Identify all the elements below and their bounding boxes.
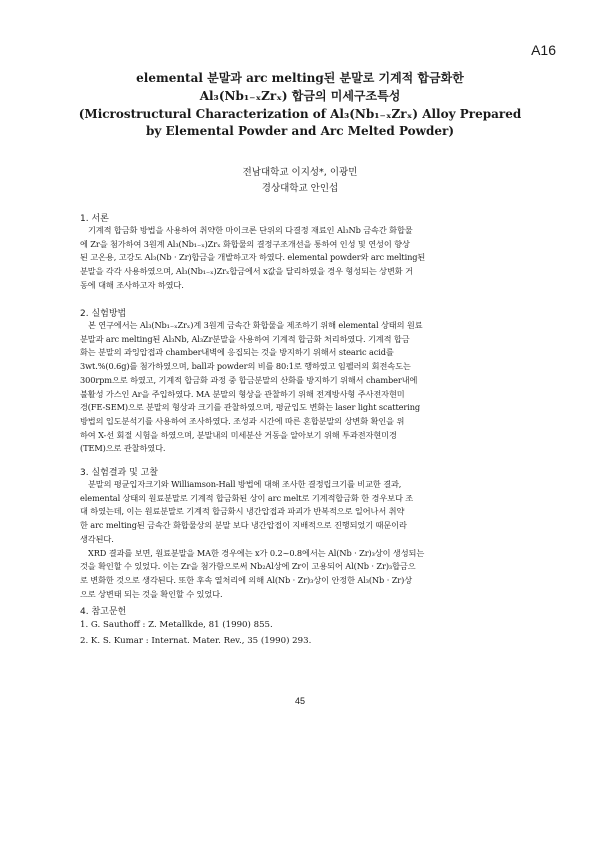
text-line: elemental 상태의 원료분말로 기계적 합금화된 상이 arc melt로 기계적합금화 한 경우보다 조 [80, 492, 414, 503]
section-body-methods [80, 319, 522, 456]
section-heading-references: 4. 참고문헌 [80, 607, 127, 617]
text-line: 분말의 평균입자크기와 Williamson-Hall 방법에 대해 조사한 결정립크기를 비교한 결과, [88, 479, 402, 489]
title-korean-line2: Al₃(Nb₁₋ₓZrₓ) 합금의 미세구조특성 [199, 89, 401, 103]
text-line: 로 변화한 것으로 생각된다. 또한 후속 열처리에 의해 Al(Nb · Zr)₃상이 안정한 Al₃(Nb · Zr)상 [80, 574, 413, 585]
text-line: 기계적 합금화 방법을 사용하여 취약한 마이크론 단위의 다결정 재료인 Al₃Nb 금속간 화합물 [88, 225, 413, 235]
text-line: 생각된다. [80, 533, 114, 544]
text-line: 방법의 입도분석기를 사용하여 조사하였다. 조성과 시간에 따른 혼합분말의 상변화 확인을 위 [80, 415, 405, 426]
text-line: 동에 대해 조사하고자 하였다. [80, 279, 184, 290]
text-line: 것을 확인할 수 있었다. 이는 Zr을 첨가함으로써 Nb₂Al상에 Zr이 고용되어 Al(Nb · Zr)₃합금으 [80, 561, 416, 572]
text-line: 에 Zr을 첨가하여 3원계 Al₃(Nb₁₋ₓ)Zrₓ 화합물의 결정구조개선을 통하여 인성 및 연성이 향상 [80, 238, 410, 249]
author-line1: 전남대학교 이지성*, 이광민 [242, 167, 358, 178]
section-body-intro [80, 224, 522, 293]
title-english-line1: (Microstructural Characterization of Al₃(Nb₁₋ₓZrₓ) Alloy Prepared [78, 107, 522, 121]
text-line: 한 arc melting된 금속간 화합물상의 분말 보다 냉간압접이 지배적으로 진행되었기 때문이라 [80, 520, 407, 531]
text-line: 으로 상변태 되는 것을 확인할 수 있었다. [80, 588, 223, 599]
text-line: 300rpm으로 하였고, 기계적 합금화 과정 중 합금분말의 산화를 방지하기 위해서 chamber내에 [80, 374, 418, 385]
paper-code: A16 [531, 42, 556, 58]
title-korean-line1: elemental 분말과 arc melting된 분말로 기계적 합금화한 [136, 71, 464, 85]
text-line: 본 연구에서는 Al₃(Nb₁₋ₓZrₓ)계 3원계 금속간 화합물을 제조하기 위해 elemental 상태의 원료 [88, 320, 423, 330]
text-line: (TEM)으로 관찰하였다. [80, 443, 166, 454]
text-line: 3wt.%(0.6g)를 첨가하였으며, ball과 powder의 비를 80:1로 행하였고 임펠러의 회전속도는 [80, 361, 411, 372]
author-line2: 경상대학교 안인섭 [261, 183, 339, 194]
section-heading-methods: 2. 실험방법 [80, 309, 127, 319]
reference-item: 1. G. Sauthoff : Z. Metallkde, 81 (1990) 855. [80, 620, 273, 630]
section-heading-intro: 1. 서론 [80, 214, 109, 224]
text-line: 분말과 arc melting된 Al₃Nb, Al₃Zr분말을 사용하여 기계적 합금화 처리하였다. 기계적 합금 [80, 333, 410, 344]
reference-item: 2. K. S. Kumar : Internat. Mater. Rev., 35 (1990) 293. [80, 636, 312, 646]
text-line: 대 하였는데, 이는 원료분말로 기계적 합금화시 냉간압접과 파괴가 반복적으로 일어나서 취약 [80, 506, 405, 517]
text-line: 불활성 가스인 Ar을 주입하였다. MA 분말의 형상을 관찰하기 위해 전계방사형 주사전자현미 [80, 388, 405, 399]
text-line: 된 고온용, 고강도 Al₃(Nb · Zr)합금을 개발하고자 하였다. elemental powder와 arc melting된 [80, 252, 426, 263]
text-line: 화는 분말의 과잉압접과 chamber내벽에 응집되는 것을 방지하기 위해서 stearic acid를 [80, 347, 394, 358]
text-line: 경(FE-SEM)으로 분말의 형상과 크기를 관찰하였으며, 평균입도 변화는 laser light scattering [80, 402, 421, 413]
section-heading-results: 3. 실험결과 및 고찰 [80, 468, 159, 478]
text-line: XRD 결과를 보면, 원료분말을 MA한 경우에는 x가 0.2~0.8에서는 Al(Nb · Zr)₃상이 생성되는 [88, 547, 425, 558]
text-line: 분말을 각각 사용하였으며, Al₃(Nb₁₋ₓ)Zrₓ합금에서 x값을 달리하였을 경우 형성되는 상변화 거 [80, 266, 413, 277]
text-line: 하여 X-선 회절 시험을 하였으며, 분말내의 미세분산 거동을 알아보기 위해 투과전자현미경 [80, 429, 397, 440]
title-english-line2: by Elemental Powder and Arc Melted Powder) [145, 124, 455, 138]
section-body-results [80, 478, 522, 601]
page-number: 45 [294, 696, 305, 706]
